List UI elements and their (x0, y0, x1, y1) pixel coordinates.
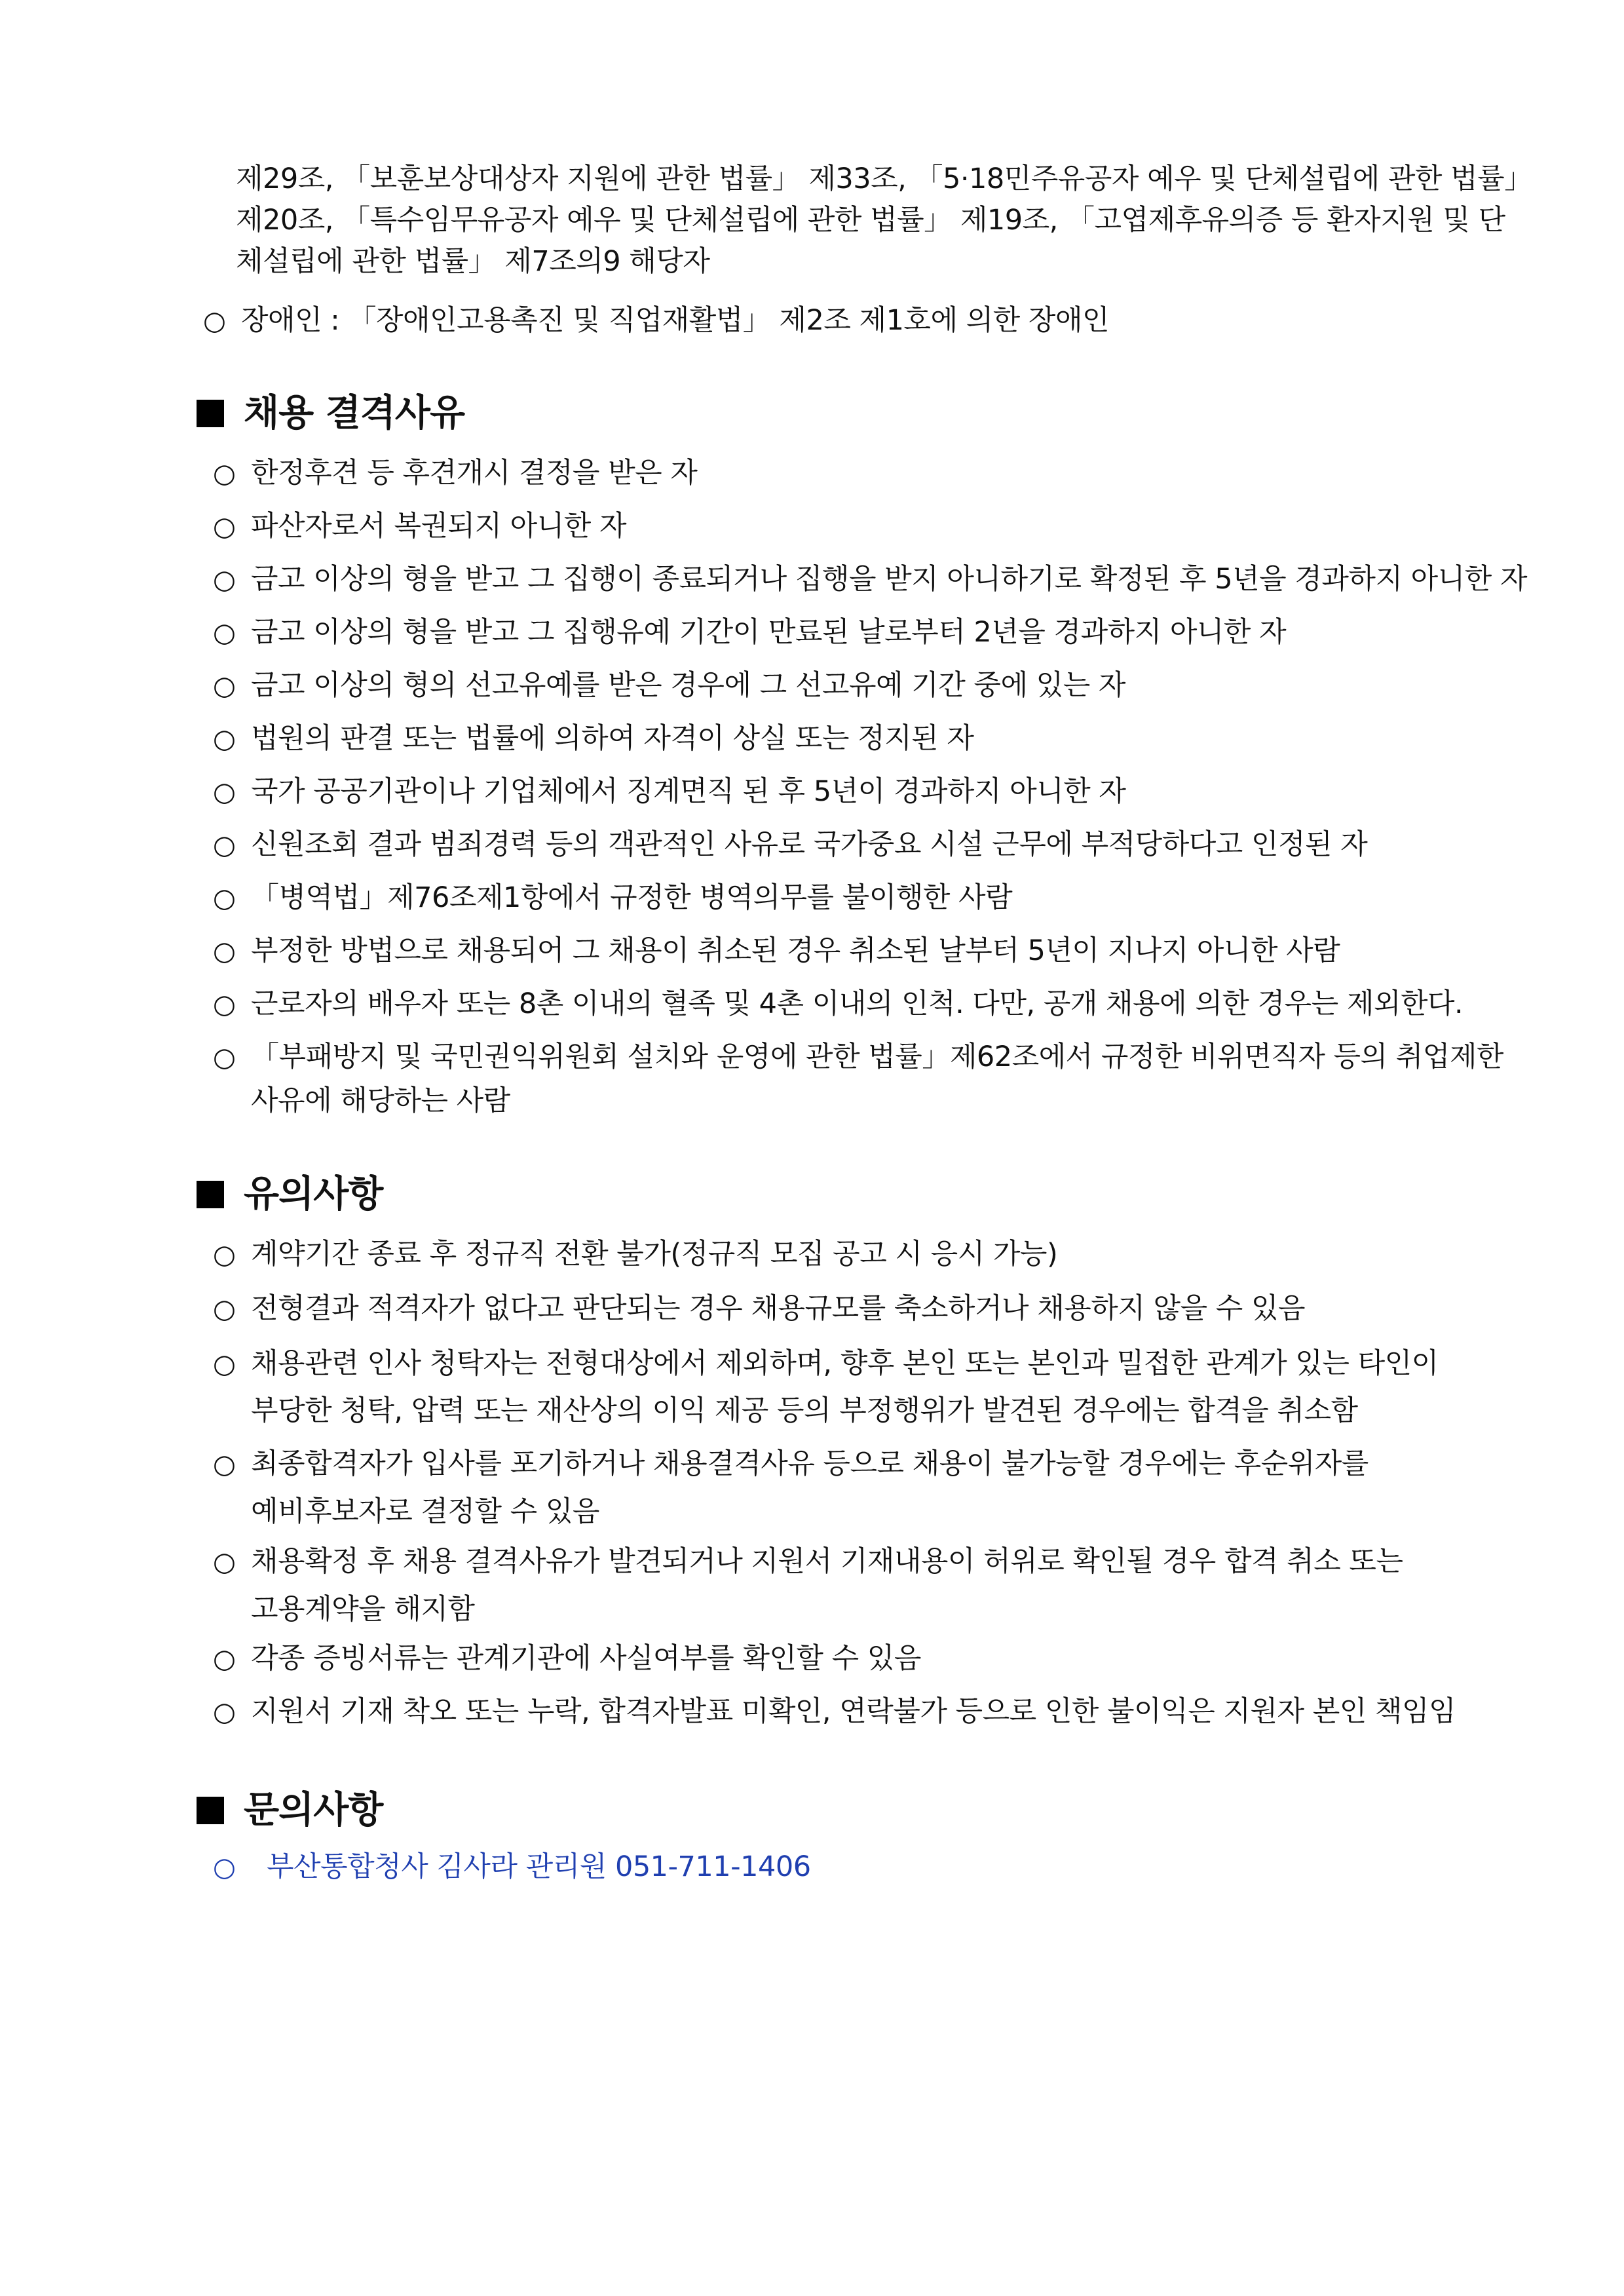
list-item: ○ 계약기간 종료 후 정규직 전환 불가(정규직 모집 공고 시 응시 가능) (213, 1236, 1057, 1273)
black-square-icon (197, 1181, 224, 1208)
bullet-icon: ○ (213, 989, 236, 1020)
bullet-icon: ○ (213, 671, 236, 701)
list-item: ○ 금고 이상의 형을 받고 그 집행유예 기간이 만료된 날로부터 2년을 경과하지 아니한 자 (213, 614, 1286, 651)
list-item: ○ 최종합격자가 입사를 포기하거나 채용결격사유 등으로 채용이 불가능할 경우에는 후순위자를 (213, 1445, 1369, 1483)
list-item: ○ 파산자로서 복권되지 아니한 자 (213, 508, 626, 545)
list-item: ○ 근로자의 배우자 또는 8촌 이내의 혈족 및 4촌 이내의 인척. 다만, 공개 채용에 의한 경우는 제외한다. (213, 985, 1463, 1023)
bullet-icon: ○ (213, 1043, 236, 1073)
list-item: ○ 지원서 기재 착오 또는 누락, 합격자발표 미확인, 연락불가 등으로 인한 불이익은 지원자 본인 책임임 (213, 1693, 1456, 1731)
bullet-icon: ○ (213, 883, 236, 913)
contact-text: 부산통합청사 김사라 관리원 051-711-1406 (267, 1850, 811, 1883)
section-heading-disqualification: 채용 결격사유 (197, 391, 464, 436)
list-item: ○ 한정후견 등 후견개시 결정을 받은 자 (213, 455, 697, 492)
list-item-continuation: 예비후보자로 결정할 수 있음 (251, 1495, 599, 1528)
bullet-icon: ○ (213, 724, 236, 754)
bullet-icon: ○ (213, 1294, 236, 1324)
section-heading-inquiry: 문의사항 (197, 1788, 383, 1833)
bullet-icon: ○ (213, 1852, 236, 1883)
list-item-continuation: 부당한 청탁, 압력 또는 재산상의 이익 제공 등의 부정행위가 발견된 경우에는 합격을 취소함 (251, 1394, 1358, 1427)
intro-line-3: 체설립에 관한 법률」 제7조의9 해당자 (236, 245, 710, 278)
bullet-icon: ○ (213, 618, 236, 648)
bullet-icon: ○ (213, 936, 236, 966)
black-square-icon (197, 1797, 224, 1824)
bullet-icon: ○ (213, 1449, 236, 1480)
black-square-icon (197, 400, 224, 427)
list-item: ○ 채용확정 후 채용 결격사유가 발견되거나 지원서 기재내용이 허위로 확인될 경우 합격 취소 또는 (213, 1543, 1403, 1580)
bullet-icon: ○ (213, 1547, 236, 1577)
list-item: ○ 「병역법」제76조제1항에서 규정한 병역의무를 불이행한 사람 (213, 879, 1012, 917)
list-item: ○ 국가 공공기관이나 기업체에서 징계면직 된 후 5년이 경과하지 아니한 자 (213, 773, 1125, 811)
list-item: ○ 금고 이상의 형의 선고유예를 받은 경우에 그 선고유예 기간 중에 있는 자 (213, 667, 1125, 704)
intro-line-2: 제20조, 「특수임무유공자 예우 및 단체설립에 관한 법률」 제19조, 「고엽제후유의증 등 환자지원 및 단 (236, 204, 1505, 237)
list-item-continuation: 사유에 해당하는 사람 (251, 1084, 510, 1117)
bullet-icon: ○ (213, 1240, 236, 1270)
contact-item (213, 1848, 811, 1886)
bullet-icon: ○ (213, 830, 236, 860)
bullet-icon: ○ (213, 777, 236, 807)
bullet-icon: ○ (213, 1349, 236, 1379)
bullet-icon: ○ (213, 512, 236, 542)
bullet-icon: ○ (213, 1644, 236, 1674)
list-item: ○ 부정한 방법으로 채용되어 그 채용이 취소된 경우 취소된 날부터 5년이 지나지 아니한 사람 (213, 932, 1340, 970)
list-item: ○ 신원조회 결과 범죄경력 등의 객관적인 사유로 국가중요 시설 근무에 부적당하다고 인정된 자 (213, 826, 1367, 864)
section-heading-notes: 유의사항 (197, 1172, 383, 1217)
list-item: ○ 법원의 판결 또는 법률에 의하여 자격이 상실 또는 정지된 자 (213, 720, 973, 757)
intro-line-1: 제29조, 「보훈보상대상자 지원에 관한 법률」 제33조, 「5·18민주유공자 예우 및 단체설립에 관한 법률」 (236, 163, 1532, 195)
bullet-icon: ○ (213, 565, 236, 595)
list-item-continuation: 고용계약을 해지함 (251, 1593, 475, 1626)
bullet-icon: ○ (213, 1697, 236, 1727)
list-item: ○ 채용관련 인사 청탁자는 전형대상에서 제외하며, 향후 본인 또는 본인과 밀접한 관계가 있는 타인이 (213, 1345, 1439, 1383)
bullet-icon: ○ (203, 306, 226, 336)
list-item: ○ 금고 이상의 형을 받고 그 집행이 종료되거나 집행을 받지 아니하기로 확정된 후 5년을 경과하지 아니한 자 (213, 561, 1527, 598)
bullet-icon: ○ (213, 459, 236, 489)
list-item: ○ 전형결과 적격자가 없다고 판단되는 경우 채용규모를 축소하거나 채용하지 않을 수 있음 (213, 1290, 1305, 1328)
list-item: ○ 각종 증빙서류는 관계기관에 사실여부를 확인할 수 있음 (213, 1640, 921, 1677)
list-item: ○ 「부패방지 및 국민권익위원회 설치와 운영에 관한 법률」제62조에서 규정한 비위면직자 등의 취업제한 (213, 1039, 1503, 1076)
intro-disabled-item: ○ 장애인 : 「장애인고용촉진 및 직업재활법」 제2조 제1호에 의한 장애인 (203, 302, 1109, 339)
